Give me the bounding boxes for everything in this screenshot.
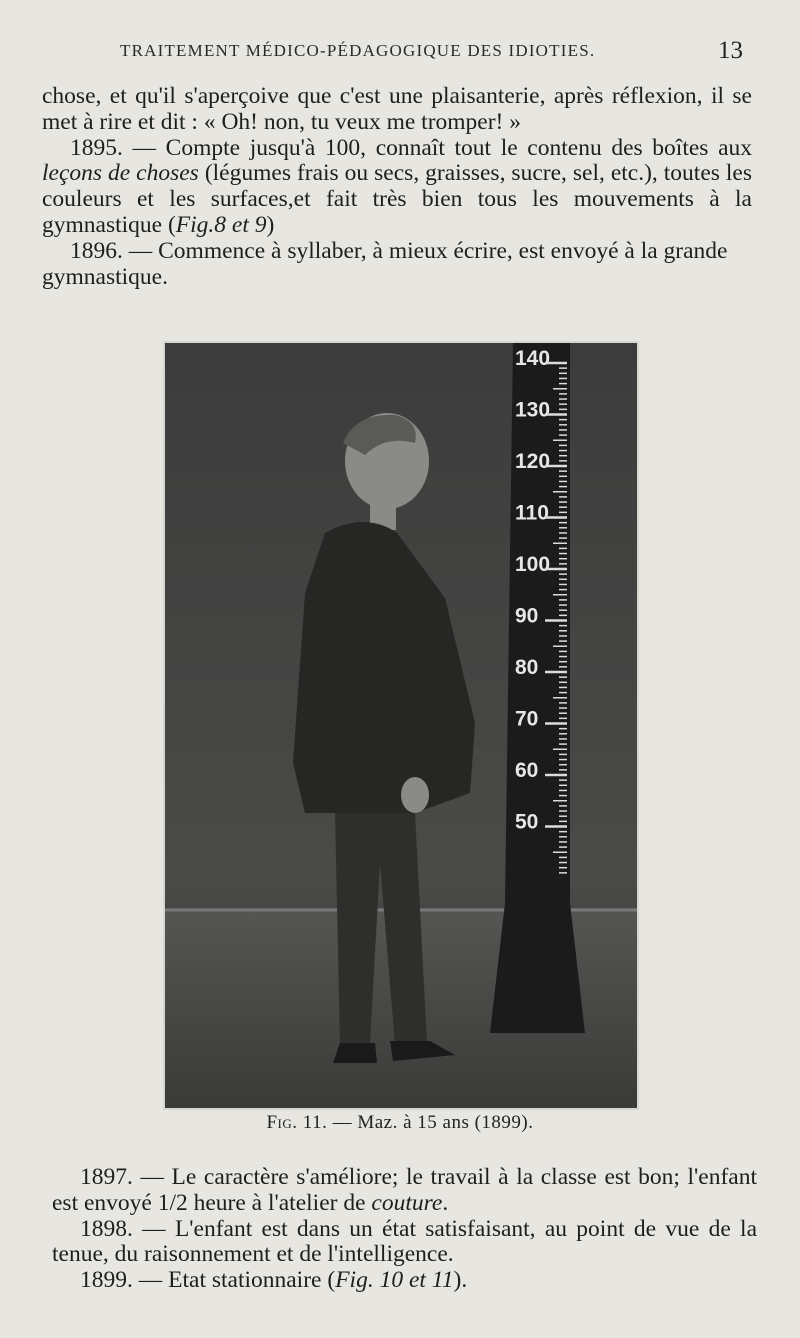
paragraph-continuation [42,84,752,136]
paragraph-1898 [52,1217,757,1269]
emphasis-text: couture [371,1189,443,1216]
ruler-label: 70 [515,707,539,731]
paragraph-text: — Etat stationnaire ( [132,1267,336,1294]
ruler-label: 120 [515,450,551,473]
caption-figure-number: Fig. 11. [266,1112,328,1133]
year-label: 1897. [80,1164,133,1190]
year-label: 1898. [80,1215,133,1242]
upper-text [42,84,752,290]
paragraph-text: . [442,1189,449,1216]
paragraph-1896 [42,239,752,291]
caption-text: — Maz. à 15 ans (1899). [327,1112,534,1133]
photograph [165,343,637,1108]
paragraph-text: ) [266,211,275,238]
figure-reference: Fig.8 et 9 [175,211,267,238]
ruler-label: 100 [515,553,551,576]
paragraph-text: (légumes frais ou secs, graisses, sucre, sel, etc.), toutes les couleurs et les surfaces,et fait très bien tous les mouvements à la gymnastique ( [42,160,753,238]
figure-reference: Fig. 10 et 11 [335,1267,454,1294]
paragraph-text: — Commence à syllaber, à mieux écrire, est envoyé à la grande gymnastique. [42,237,728,290]
ruler-label: 80 [515,656,539,679]
year-label: 1896. [70,237,123,264]
ruler-label: 50 [515,810,539,834]
paragraph-1899 [52,1268,757,1294]
paragraph-text: — L'enfant est dans un état satisfaisant, au point de vue de la tenue, du raisonnement et de l'intelligence. [52,1215,757,1268]
year-label: 1895. [70,134,123,161]
paragraph-text: chose, et qu'il s'aperçoive que c'est une plaisanterie, après réflexion, il se met à rire et dit : « Oh! non, tu veux me tromper! » [42,83,752,135]
paragraph-text: ). [453,1267,468,1294]
ruler-label: 130 [515,398,551,422]
paragraph-text: — Compte jusqu'à 100, connaît tout le contenu des boîtes aux [122,134,752,161]
running-title: TRAITEMENT MÉDICO-PÉDAGOGIQUE DES IDIOTIES. [120,41,596,60]
year-label: 1899. [80,1267,133,1294]
ruler-label: 90 [515,604,539,628]
ruler-label: 140 [515,347,551,370]
page-header [0,37,800,67]
photograph-figure [165,343,637,1108]
page-number: 13 [718,37,743,64]
paragraph-text: — Le caractère s'améliore; le travail à la classe est bon; l'enfant est envoyé 1/2 heure à l'atelier de [52,1164,757,1216]
figure-caption [0,1112,800,1134]
emphasis-text: leçons de choses [42,160,199,187]
ruler-label: 60 [515,759,539,782]
paragraph-1895 [42,136,752,239]
paragraph-1897 [52,1165,757,1217]
ruler-label: 110 [515,501,549,525]
lower-text [52,1165,757,1294]
